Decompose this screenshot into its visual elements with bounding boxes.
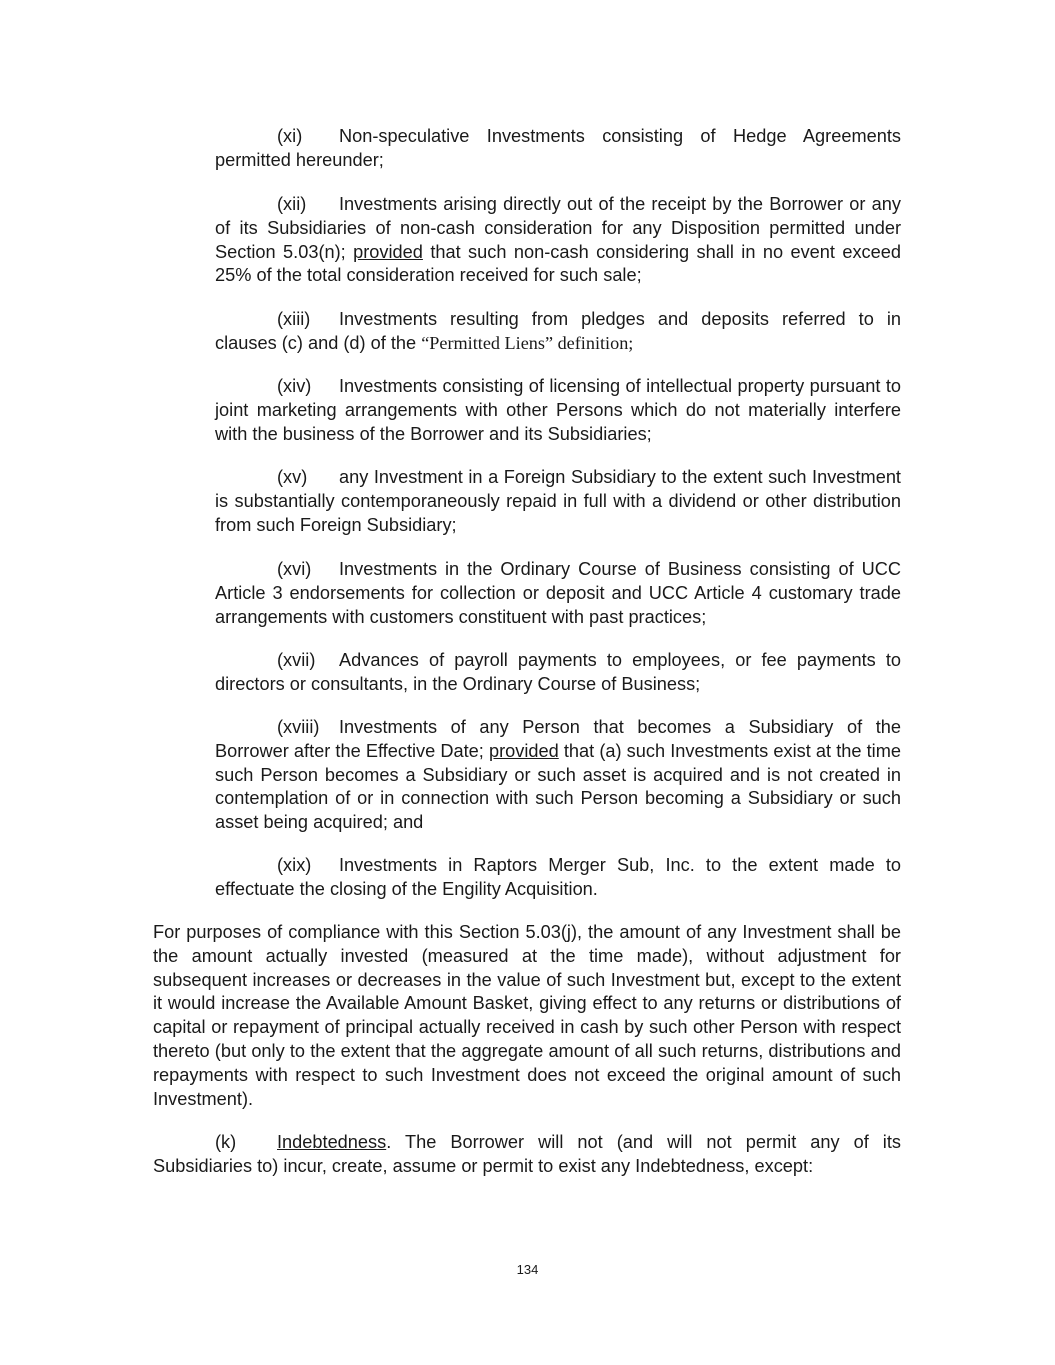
clause-number: (xiii) — [277, 309, 311, 329]
clause-xviii — [215, 716, 901, 835]
permitted-liens-ref: “Permitted Liens” definition; — [421, 332, 634, 353]
page-number: 134 — [516, 1262, 539, 1277]
section-number: (k) — [215, 1132, 237, 1152]
section-k — [153, 1131, 901, 1179]
clause-xvi — [215, 558, 901, 629]
clause-text: Investments of any Person that becomes a Subsidiary of the Borrower after the Effective Date; — [215, 717, 901, 761]
clause-text: Investments arising directly out of the receipt by the Borrower or any of its Subsidiaries of non-cash consideration for any Disposition permitted under Section 5.03(n); — [215, 194, 901, 262]
clause-text: Investments in Raptors Merger Sub, Inc. to the extent made to effectuate the closing of the Engility Acquisition. — [215, 855, 901, 899]
provided-term: provided — [353, 241, 423, 262]
clause-xix — [215, 854, 901, 902]
clause-text: Non-speculative Investments consisting of Hedge Agreements permitted hereunder; — [215, 126, 901, 170]
clause-number: (xvii) — [277, 650, 316, 670]
clause-xv — [215, 466, 901, 537]
section-heading: Indebtedness — [277, 1132, 387, 1152]
provided-term: provided — [488, 740, 559, 761]
clause-text: Advances of payroll payments to employees, or fee payments to directors or consultants, in the Ordinary Course of Business; — [215, 650, 901, 694]
clause-xiii — [215, 308, 901, 356]
compliance-paragraph: For purposes of compliance with this Section 5.03(j), the amount of any Investment shall be the amount actually invested (measured at the time made), without adjustment for subsequent increases or decreases in the value of such Investment but, except to the extent it would increase the Available Amount Basket, giving effect to any returns or distributions of capital or repayment of principal actually received in cash by such other Person with respect thereto (but only to the extent that the aggregate amount of all such returns, distributions and repayments with respect to such Investment does not exceed the original amount of such Investment). — [153, 922, 901, 1109]
clause-xii — [215, 193, 901, 288]
clause-number: (xix) — [277, 855, 312, 875]
clause-number: (xii) — [277, 194, 307, 214]
clause-number: (xvi) — [277, 559, 312, 579]
clause-number: (xiv) — [277, 376, 312, 396]
clause-xiv — [215, 375, 901, 446]
clause-text: any Investment in a Foreign Subsidiary to the extent such Investment is substantially contemporaneously repaid in full with a dividend or other distribution from such Foreign Subsidiary; — [215, 467, 901, 535]
section-text: . The Borrower will not (and will not permit any of its Subsidiaries to) incur, create, assume or permit to exist any Indebtedness, except: — [153, 1132, 901, 1176]
clause-text: Investments in the Ordinary Course of Business consisting of UCC Article 3 endorsements for collection or deposit and UCC Article 4 customary trade arrangements with customers constituent with past practices; — [215, 559, 901, 627]
clause-text: Investments resulting from pledges and deposits referred to in clauses (c) and (d) of the — [215, 309, 901, 353]
clause-xvii — [215, 649, 901, 697]
clause-xi — [215, 125, 901, 173]
clause-text-cont: that such non-cash considering shall in no event exceed 25% of the total consideration received for such sale; — [215, 241, 901, 286]
clause-text: Investments consisting of licensing of intellectual property pursuant to joint marketing arrangements with other Persons which do not materially interfere with the business of the Borrower and its Subsidiaries; — [215, 376, 901, 444]
clause-number: (xviii) — [277, 717, 320, 737]
clause-number: (xi) — [277, 126, 303, 146]
clause-number: (xv) — [277, 467, 308, 487]
clause-text-cont: that (a) such Investments exist at the time such Person becomes a Subsidiary or such asset is acquired and is not created in contemplation of or in connection with such Person becoming a Subsidiary or such asset being acquired; and — [215, 740, 901, 833]
